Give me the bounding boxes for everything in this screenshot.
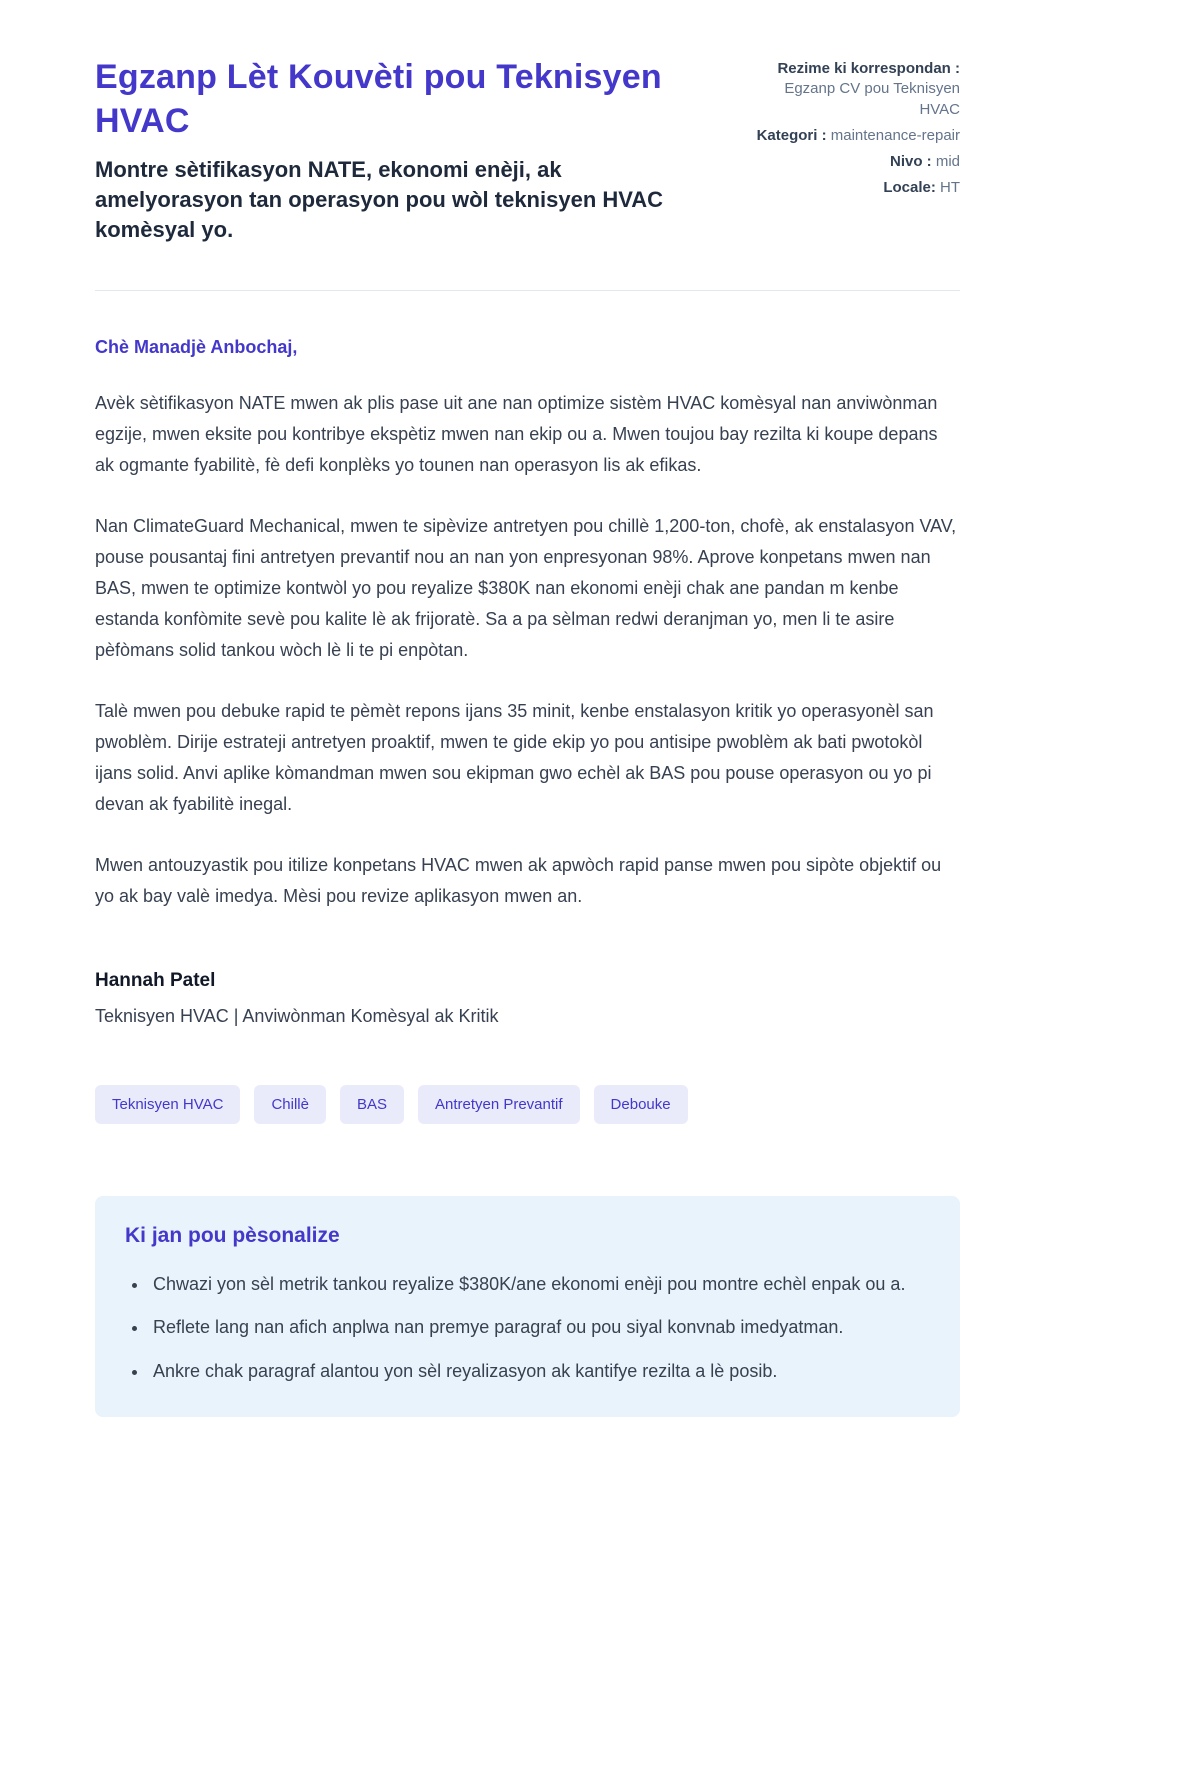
tag-antretyen-prevantif[interactable]: Antretyen Prevantif	[418, 1085, 580, 1124]
tag-chille[interactable]: Chillè	[254, 1085, 326, 1124]
meta-value: Egzanp CV pou Teknisyen HVAC	[784, 80, 960, 118]
page-subtitle: Montre sètifikasyon NATE, ekonomi enèji, ak amelyorasyon tan operasyon pou wòl teknisyen HVAC komèsyal yo.	[95, 157, 664, 242]
signature-role: Teknisyen HVAC | Anviwònman Komèsyal ak Kritik	[95, 1005, 499, 1026]
header-left	[95, 55, 715, 244]
page-title: Egzanp Lèt Kouvèti pou Teknisyen HVAC	[95, 58, 662, 141]
signature-name: Hannah Patel	[95, 969, 216, 991]
meta-label: Nivo :	[889, 153, 932, 170]
greeting: Chè Manadjè Anbochaj,	[95, 337, 298, 358]
meta-label: Locale:	[883, 179, 936, 197]
meta-item-resume	[745, 59, 960, 120]
tips-list	[125, 1270, 930, 1387]
letter-paragraph-3: Talè mwen pou debuke rapid te pèmèt repons ijans 35 minit, kenbe enstalasyon kritik yo operasyonèl san pwoblèm. Dirije estrateji antretyen proaktif, mwen te gide ekip yo pou antisipe pwoblèm ak bati pwotokòl ijans solid. Anvi aplike kòmandman mwen sou ekipman gwo echèl ak BAS pou pouse operasyon ou yo pi devan ak fyabilitè inegal.	[95, 701, 934, 814]
tip-item-3: • Ankre chak paragraf alantou yon sèl reyalizasyon ak kantifye rezilta a lè posib.	[149, 1357, 930, 1387]
meta-label: Kategori :	[756, 126, 827, 144]
tag-list	[95, 1085, 960, 1124]
tag-debouke[interactable]: Debouke	[594, 1085, 688, 1124]
letter-paragraph-2: Nan ClimateGuard Mechanical, mwen te sipèvize antretyen pou chillè 1,200-ton, chofè, ak enstalasyon VAV, pouse pousantaj fini antretyen prevantif nou an nan yon enpresyonan 98%. Aprove konpetans mwen nan BAS, mwen te optimize kontwòl yo pou reyalize $380K nan ekonomi enèji chak ane pandan m kenbe estanda konfòmite sevè pou kalite lè ak frijoratè. Sa a pa sèlman redwi deranjman yo, men li te asire pèfòmans solid tankou wòch lè li te pi enpòtan.	[95, 516, 957, 661]
tip-item-1: • Chwazi yon sèl metrik tankou reyalize $380K/ane ekonomi enèji pou montre echèl enpak ou a.	[149, 1270, 930, 1300]
tip-item-2: • Reflete lang nan afich anplwa nan premye paragraf ou pou siyal konvnab imedyatman.	[149, 1313, 930, 1343]
personalize-tips-box	[95, 1196, 960, 1417]
letter-paragraph-4: Mwen antouzyastik pou itilize konpetans HVAC mwen ak apwòch rapid panse mwen pou sipòte objektif ou yo ak bay valè imedya. Mèsi pou revize aplikasyon mwen an.	[95, 854, 942, 906]
meta-value: HT	[940, 179, 960, 197]
meta-panel	[745, 55, 960, 205]
meta-value: maintenance-repair	[830, 126, 960, 144]
header	[95, 55, 960, 244]
cover-letter-page	[95, 0, 960, 1497]
tag-teknisyen-hvac[interactable]: Teknisyen HVAC	[95, 1085, 240, 1124]
letter-paragraph-1: Avèk sètifikasyon NATE mwen ak plis pase uit ane nan optimize sistèm HVAC komèsyal nan anviwònman egzije, mwen eksite pou kontribye ekspètiz mwen nan ekip ou a. Mwen toujou bay rezilta ki koupe depans ak ogmante fyabilitè, fè defi konplèks yo tounen nan operasyon lis ak efikas.	[95, 393, 938, 476]
meta-item-category	[745, 126, 960, 146]
tag-bas[interactable]: BAS	[340, 1085, 404, 1124]
divider	[95, 290, 960, 291]
meta-item-locale	[745, 178, 960, 198]
letter-body	[95, 337, 960, 1026]
meta-label: Rezime ki korrespondan :	[777, 60, 960, 77]
tips-heading: Ki jan pou pèsonalize	[125, 1223, 340, 1247]
meta-value: mid	[935, 153, 960, 170]
meta-item-level	[745, 152, 960, 172]
